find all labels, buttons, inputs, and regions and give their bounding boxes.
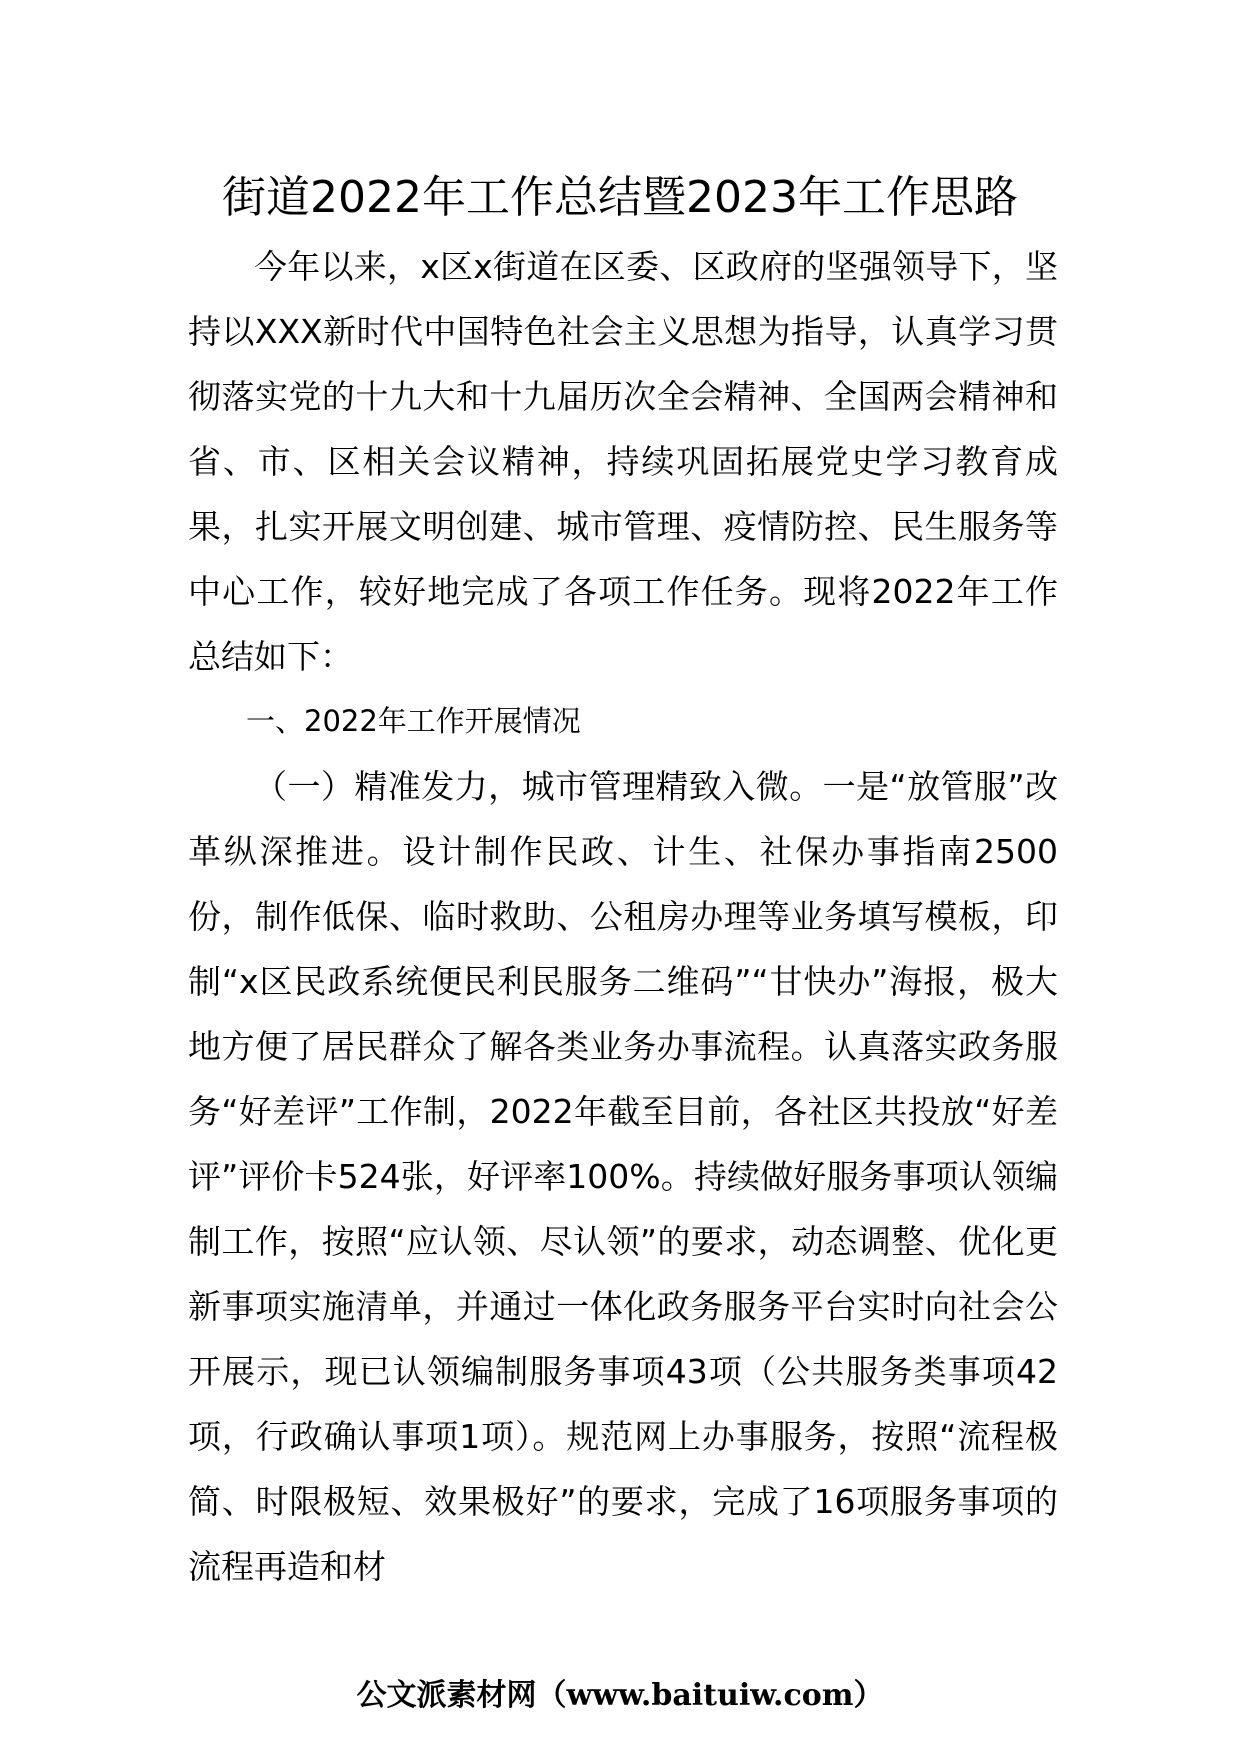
- section-heading: 一、2022年工作开展情况: [246, 704, 581, 738]
- intro-paragraph: 今年以来，x区x街道在区委、区政府的坚强领导下，坚持以XXX新时代中国特色社会主义思想为指导，认真学习贯彻落实党的十九大和十九届历次全会精神、全国两会精神和省、市、区相关会议精神，持续巩固拓展党史学习教育成果，扎实开展文明创建、城市管理、疫情防控、民生服务等中心工作，较好地完成了各项工作任务。现将2022年工作总结如下：: [188, 247, 1058, 676]
- source-watermark: 公文派素材网（www.baituiw.com）: [356, 1678, 884, 1713]
- section-paragraph: （一）精准发力，城市管理精致入微。一是“放管服”改革纵深推进。设计制作民政、计生、社保办事指南2500份，制作低保、临时救助、公租房办理等业务填写模板，印制“x区民政系统便民利民服务二维码”“甘快办”海报，极大地方便了居民群众了解各类业务办事流程。认真落实政务服务“好差评”工作制，2022年截至目前，各社区共投放“好差评”评价卡524张，好评率100%。持续做好服务事项认领编制工作，按照“应认领、尽认领”的要求，动态调整、优化更新事项实施清单，并通过一体化政务服务平台实时向社会公开展示，现已认领编制服务事项43项（公共服务类事项42项，行政确认事项1项）。规范网上办事服务，按照“流程极简、时限极短、效果极好”的要求，完成了16项服务事项的流程再造和材: [188, 767, 1058, 1586]
- document-title: 街道2022年工作总结暨2023年工作思路: [222, 172, 1018, 223]
- document-body: [188, 234, 1058, 1599]
